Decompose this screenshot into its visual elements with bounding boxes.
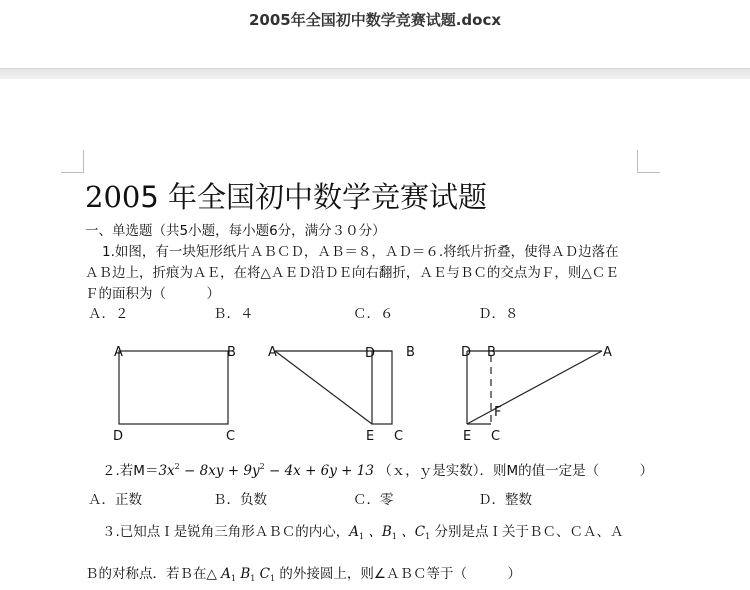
- document-page: [0, 79, 750, 590]
- q2-option-b: Ｂ．负数: [213, 492, 267, 508]
- q3-line1-a: ３.已知点Ｉ是锐角三角形ＡＢＣ的内心，: [102, 524, 350, 540]
- fig3-label-e: E: [463, 429, 472, 444]
- q2-text: [102, 459, 653, 479]
- fig3-label-d: D: [461, 345, 472, 360]
- q1-text-line2: ＡＢ边上，折痕为ＡＥ，在将△ＡＥＤ沿ＤＥ向右翻折，ＡＥ与ＢＣ的交点为Ｆ，则△ＣＥ: [85, 265, 619, 281]
- document-filename: 2005年全国初中数学竞赛试题.docx: [248, 11, 502, 29]
- q2-option-d: Ｄ．整数: [478, 492, 532, 508]
- fig2-label-b: B: [406, 345, 415, 360]
- q1-option-d: Ｄ．８: [478, 306, 519, 322]
- heading-year: 200: [85, 180, 141, 214]
- fig2-label-c: C: [394, 429, 404, 444]
- q3-points: $A_1$ 、$B_1$ 、$C_1$: [349, 524, 431, 541]
- q2-prefix: ２.若M＝: [102, 463, 159, 479]
- figure-2-folded: [268, 345, 415, 444]
- q1-option-a: Ａ．２: [88, 306, 129, 322]
- toolbar-separator: [0, 68, 750, 79]
- figure-1-rectangle: [113, 345, 236, 444]
- q3-text-line1: [102, 520, 623, 541]
- fig1-label-b: B: [227, 345, 236, 360]
- q2-suffix: （ｘ，ｙ是实数）．则M的值一定是（ ）: [378, 463, 654, 479]
- q3-line2-b: 的外接圆上，则∠ＡＢＣ等于（ ）: [279, 566, 521, 582]
- fig1-label-a: A: [114, 345, 123, 360]
- title-bar: [0, 0, 750, 68]
- q2-expression: $3x^2 - 8xy + 9y^2 - 4x + 6y + 13$: [158, 462, 374, 479]
- heading-text: 5 年全国初中数学竞赛试题: [140, 180, 488, 214]
- q1-option-b: Ｂ．４: [213, 306, 254, 322]
- fig3-label-c: C: [491, 429, 501, 444]
- fig2-label-a: A: [268, 345, 277, 360]
- q2-option-a: Ａ．正数: [88, 492, 142, 508]
- fig2-label-e: E: [366, 429, 375, 444]
- fig1-label-d: D: [113, 429, 124, 444]
- fig3-label-b: B: [487, 345, 496, 360]
- q3-text-line2: [85, 562, 521, 583]
- fig3-label-a: A: [603, 345, 612, 360]
- figure-3-refolded: [461, 345, 612, 444]
- q3-line2-a: Ｂ的对称点．若Ｂ在△: [85, 566, 217, 582]
- q2-option-c: Ｃ．零: [353, 492, 394, 508]
- fig2-label-d: D: [365, 346, 376, 361]
- fig1-label-c: C: [226, 429, 236, 444]
- q3-triangle: $A_1$ $B_1$ $C_1$: [216, 566, 276, 583]
- q3-line1-b: 分别是点Ｉ关于ＢＣ、ＣＡ、Ａ: [434, 524, 624, 540]
- q1-option-c: Ｃ．６: [353, 306, 394, 322]
- fold-figures: [0, 79, 750, 590]
- q1-text-line1: 1.如图，有一块矩形纸片ＡＢＣＤ，ＡＢ＝８，ＡＤ＝６.将纸片折叠，使得ＡＤ边落在: [102, 244, 619, 260]
- fig3-label-f: F: [494, 405, 502, 420]
- section-heading: 一、单选题（共5小题，每小题6分，满分３０分）: [85, 223, 386, 239]
- q1-text-line3: Ｆ的面积为（ ）: [85, 286, 220, 302]
